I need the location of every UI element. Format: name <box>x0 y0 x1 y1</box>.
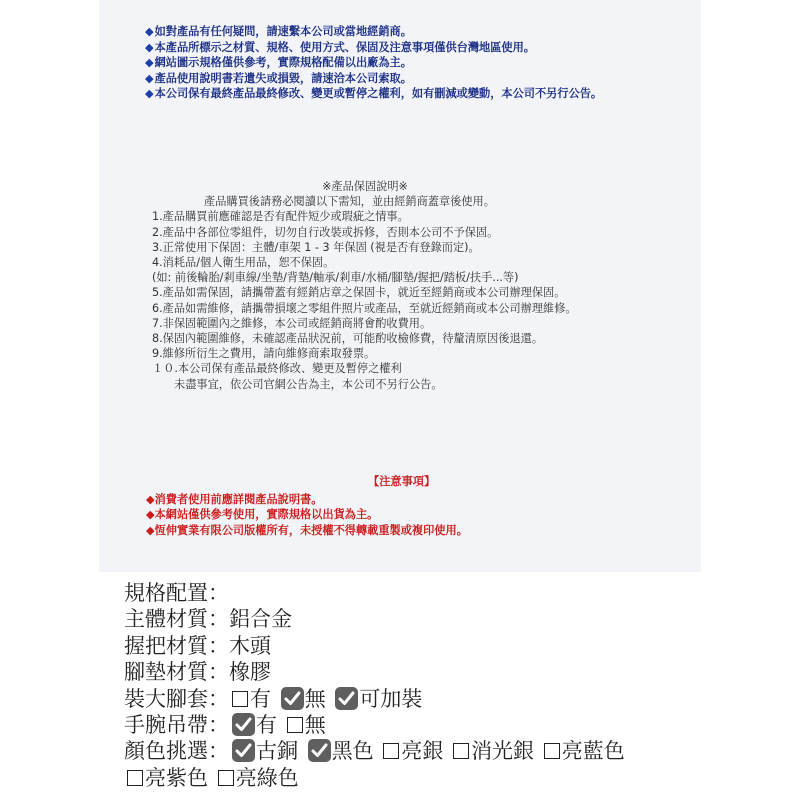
warranty-item: 1.產品購買前應確認是否有配件短少或瑕疵之情事。 <box>152 210 409 224</box>
caution-item: ◆消費者使用前應詳閱產品說明書。 <box>146 492 323 506</box>
empty-checkbox-icon <box>218 770 234 786</box>
empty-checkbox-icon <box>544 743 560 759</box>
warranty-intro: 產品購買後請務必閱讀以下需知，並由經銷商蓋章後使用。 <box>204 195 495 209</box>
option-label: 古銅 <box>256 739 298 764</box>
empty-checkbox-icon <box>127 770 143 786</box>
checked-checkbox-icon <box>308 739 331 762</box>
warranty-item: 2.產品中各部位零組件，切勿自行改裝或拆修，否則本公司不予保固。 <box>152 225 499 239</box>
notice-item: ◆本產品所標示之材質、規格、使用方式、保固及注意事項僅供台灣地區使用。 <box>145 40 535 54</box>
warranty-item: 8.保固內範圍維修，未確認產品狀況前，可能酌收檢修費，待釐清原因後退還。 <box>152 332 544 346</box>
spec-color-choice: 顏色挑選： 古銅 黑色 亮銀 消光銀 亮藍色 亮紫色 亮綠色 <box>124 739 625 790</box>
spec-heading: 規格配置： <box>124 581 229 605</box>
diamond-bullet-icon: ◆ <box>145 87 154 100</box>
notice-item: ◆本公司保有最終產品最終修改、變更或暫停之權利，如有刪減或變動，本公司不另行公告。 <box>145 87 603 100</box>
option-label: 亮銀 <box>401 739 444 764</box>
diamond-bullet-icon: ◆ <box>146 508 155 521</box>
option-item <box>541 739 625 763</box>
caution-item: ◆本網站僅供參考使用，實際規格以出貨為主。 <box>146 508 379 521</box>
empty-checkbox-icon <box>287 717 303 733</box>
option-label: 消光銀 <box>471 739 535 764</box>
warranty-item: 5.產品如需保固，請攜帶蓋有經銷店章之保固卡，就近至經銷商或本公司辦理保固。 <box>152 286 566 300</box>
spec-foot-cover: 裝大腳套： 有 無 可加裝 <box>124 686 423 711</box>
option-item <box>229 713 277 737</box>
diamond-bullet-icon: ◆ <box>145 25 154 38</box>
option-item <box>229 687 271 711</box>
empty-checkbox-icon <box>232 691 248 707</box>
diamond-bullet-icon: ◆ <box>146 523 155 537</box>
option-item <box>450 739 534 763</box>
warranty-item: 3.正常使用下保固：主體/車架 1 - 3 年保固 (視是否有登錄而定)。 <box>152 240 480 254</box>
warranty-list <box>140 209 660 391</box>
cautions-list <box>146 492 666 539</box>
spec-main-material: 主體材質：鋁合金 <box>124 607 292 632</box>
checked-checkbox-icon <box>335 687 358 710</box>
warranty-section <box>140 179 660 392</box>
warranty-title: ※產品保固說明※ <box>322 180 408 193</box>
cautions-section <box>146 474 666 538</box>
spec-section <box>124 580 684 791</box>
option-item <box>215 766 299 790</box>
foot-cover-options <box>229 687 422 711</box>
option-item <box>284 713 326 737</box>
notice-item: ◆產品使用說明書若遺失或損毀，請速洽本公司索取。 <box>145 71 412 85</box>
option-label: 亮藍色 <box>561 739 625 764</box>
option-item <box>332 687 422 711</box>
diamond-bullet-icon: ◆ <box>145 71 154 85</box>
option-label: 有 <box>250 686 271 711</box>
notice-item: ◆如對產品有任何疑問，請速繫本公司或當地經銷商。 <box>145 25 412 38</box>
option-item <box>305 739 374 763</box>
checked-checkbox-icon <box>232 739 255 762</box>
empty-checkbox-icon <box>383 743 399 759</box>
empty-checkbox-icon <box>453 743 469 759</box>
option-label: 可加裝 <box>359 686 423 711</box>
wrist-strap-options <box>229 713 326 737</box>
option-item <box>380 739 443 763</box>
option-label: 亮紫色 <box>145 765 208 790</box>
warranty-item: １０.本公司保有產品最終修改、變更及暫停之權利 <box>152 362 402 376</box>
spec-pad-material: 腳墊材質：橡膠 <box>124 660 271 685</box>
warranty-item: 6.產品如需維修，請攜帶損壞之零組件照片或產品，至就近經銷商或本公司辦理維修。 <box>152 301 577 315</box>
spec-wrist-strap: 手腕吊帶： 有 無 <box>124 713 326 738</box>
notice-item: ◆網站圖示規格僅供參考，實際規格配備以出廠為主。 <box>145 56 412 69</box>
option-item <box>229 739 298 763</box>
option-label: 黑色 <box>331 739 374 764</box>
warranty-item: 7.非保固範圍內之維修，本公司或經銷商將會酌收費用。 <box>152 316 432 330</box>
option-label: 亮綠色 <box>235 765 299 790</box>
diamond-bullet-icon: ◆ <box>146 492 155 506</box>
spec-grip-material: 握把材質：木頭 <box>124 633 271 658</box>
warranty-item: 4.消耗品/個人衛生用品，恕不保固。 <box>152 256 335 270</box>
checked-checkbox-icon <box>232 713 255 736</box>
option-item <box>124 766 208 790</box>
cautions-title: 【注意事項】 <box>368 475 436 488</box>
warranty-item: 未盡事宜，依公司官網公告為主，本公司不另行公告。 <box>174 377 443 391</box>
caution-item: ◆恆伸實業有限公司版權所有，未授權不得轉載重製或複印使用。 <box>146 523 468 537</box>
warranty-item: 9.維修所衍生之費用，請向維修商索取發票。 <box>152 347 376 361</box>
checked-checkbox-icon <box>281 687 304 710</box>
warranty-item: (如: 前後輪胎/剎車線/坐墊/背墊/軸承/剎車/水桶/腳墊/握把/踏板/扶手...等) <box>152 271 519 285</box>
option-label: 有 <box>256 713 277 738</box>
option-item <box>278 687 326 711</box>
option-label: 無 <box>304 686 326 711</box>
option-label: 無 <box>304 713 326 738</box>
product-notice-list <box>145 24 602 102</box>
diamond-bullet-icon: ◆ <box>145 40 154 54</box>
diamond-bullet-icon: ◆ <box>145 56 154 69</box>
